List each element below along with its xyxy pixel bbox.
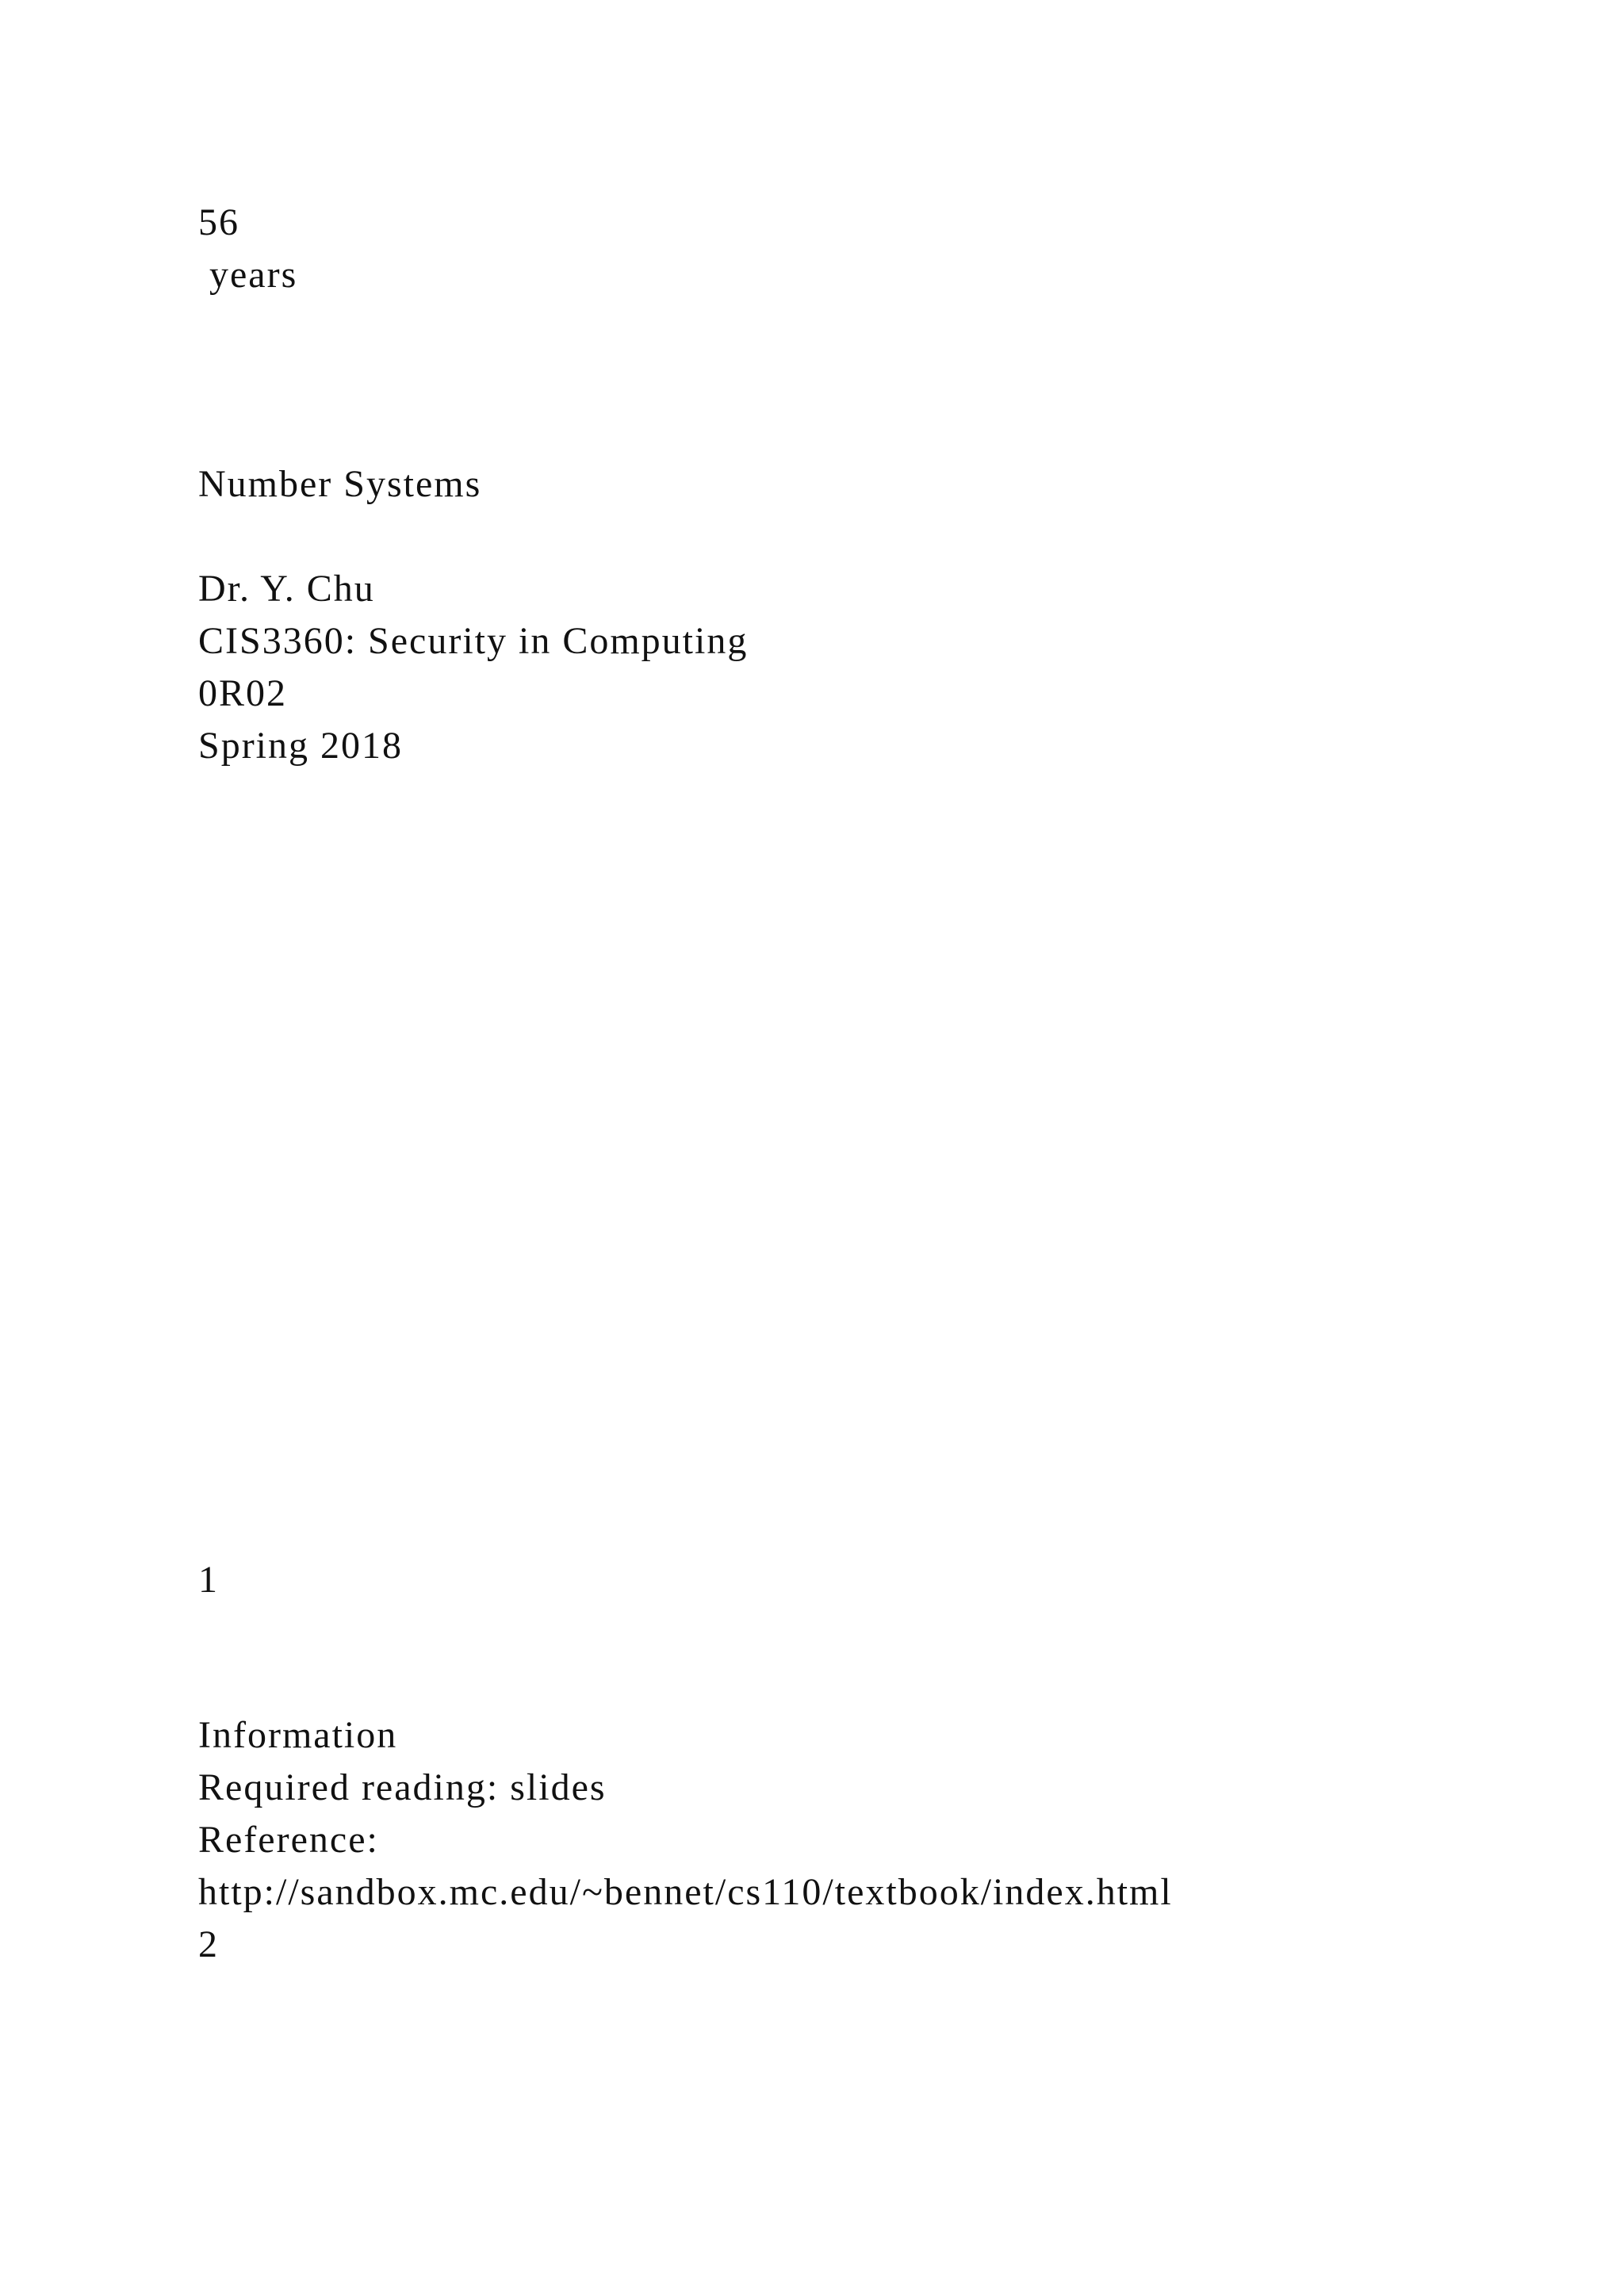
top-line-number: 56 — [198, 201, 239, 243]
slide-number-2: 2 — [198, 1923, 219, 1965]
required-reading: Required reading: slides — [198, 1766, 607, 1808]
course-name: CIS3360: Security in Computing — [198, 620, 749, 662]
info-heading: Information — [198, 1714, 398, 1756]
document-title: Number Systems — [198, 463, 482, 505]
reference-label: Reference: — [198, 1819, 379, 1861]
author-name: Dr. Y. Chu — [198, 568, 375, 610]
term-label: Spring 2018 — [198, 725, 404, 767]
top-line-years: years — [198, 254, 298, 296]
reference-url: http://sandbox.mc.edu/~bennet/cs110/textbook/index.html — [198, 1871, 1173, 1913]
section-code: 0R02 — [198, 672, 288, 714]
slide-number-1: 1 — [198, 1559, 219, 1601]
